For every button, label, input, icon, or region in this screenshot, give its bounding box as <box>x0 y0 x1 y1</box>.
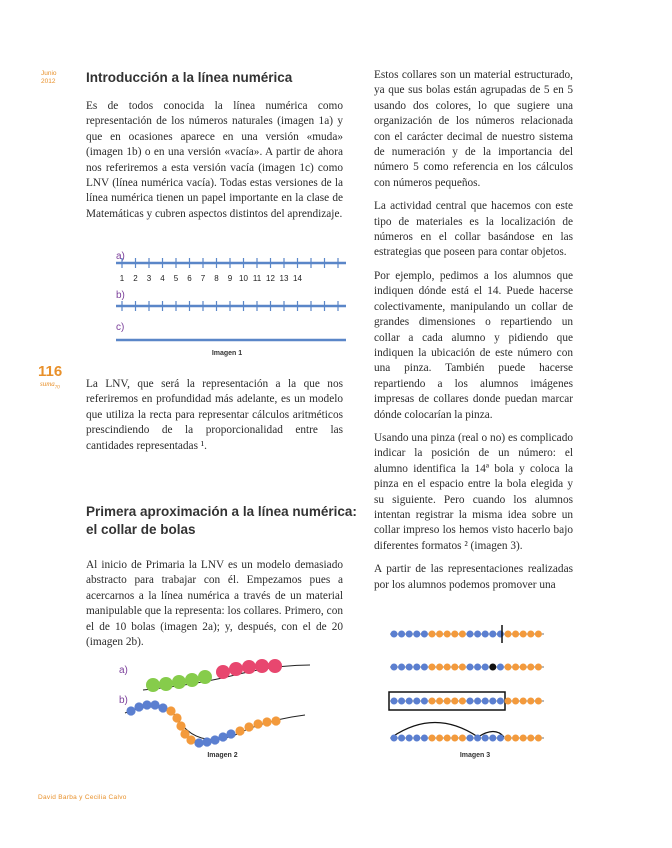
number-label: 1 <box>119 274 125 283</box>
bead <box>202 737 211 746</box>
left-paragraph-3: Al inicio de Primaria la LNV es un modelo demasiado abstracto para trabajar con él. Empezamos pues a acercarnos a la línea numérica a través de un material manipulable que la representa: los collares. Primero, con el de 10 bolas (imagen 2a); y, después, con el de 20 (imagen 2b). <box>86 559 343 649</box>
right-column-text <box>374 68 573 593</box>
bead <box>467 698 474 705</box>
bead <box>520 698 527 705</box>
bead <box>467 735 474 742</box>
number-labels-a <box>120 274 303 283</box>
bead <box>406 664 413 671</box>
bead <box>489 698 496 705</box>
label-1c: c) <box>116 322 125 333</box>
bead <box>146 678 160 692</box>
bead <box>527 631 534 638</box>
section-title-collar: Primera aproximación a la línea numérica: el collar de bolas <box>86 504 357 537</box>
bead <box>421 735 428 742</box>
journal-logo: suma$_{70}$ <box>40 380 60 391</box>
number-label: 14 <box>293 274 302 283</box>
bead <box>520 664 527 671</box>
bead <box>459 735 466 742</box>
arc-mark-1 <box>392 723 478 738</box>
bead <box>172 713 181 722</box>
right-paragraph-4: Usando una pinza (real o no) es complicado indicar la posición de un número: el alumno identifica la 14ª bola y coloca la pinza en el espacio entre la bola elegida y su siguiente. Pero cuando los alumnos intentan registrar la misma idea sobre un collar impreso los hemos visto hacerlo bajo diferentes formatos ² (imagen 3). <box>374 431 573 552</box>
bead <box>186 735 195 744</box>
bead <box>482 698 489 705</box>
bead <box>391 698 398 705</box>
bead <box>474 664 481 671</box>
bead <box>489 735 496 742</box>
bead <box>166 706 175 715</box>
bead <box>398 664 405 671</box>
bead <box>198 670 212 684</box>
bead <box>520 735 527 742</box>
necklace-row-4 <box>390 735 544 742</box>
bead <box>459 664 466 671</box>
bead <box>271 716 280 725</box>
bead <box>497 698 504 705</box>
image-1-caption: Imagen 1 <box>211 350 243 357</box>
bead <box>436 735 443 742</box>
bead <box>142 700 151 709</box>
bead <box>505 664 512 671</box>
bead <box>398 735 405 742</box>
bead <box>398 698 405 705</box>
number-label: 11 <box>252 274 262 283</box>
bead <box>406 698 413 705</box>
bead <box>527 698 534 705</box>
bead <box>451 698 458 705</box>
bead <box>413 631 420 638</box>
bead <box>126 706 135 715</box>
image-2-caption: Imagen 2 <box>207 752 238 759</box>
bead <box>194 738 203 747</box>
bead <box>474 631 481 638</box>
bead <box>436 664 443 671</box>
right-paragraph-5: A partir de las representaciones realizadas por los alumnos podemos promover una <box>374 563 573 591</box>
number-label: 13 <box>279 274 289 283</box>
bead <box>253 719 262 728</box>
label-2a: a) <box>119 665 128 676</box>
bead <box>429 698 436 705</box>
bead <box>482 664 489 671</box>
bead <box>226 729 235 738</box>
bead <box>535 664 542 671</box>
bead <box>520 631 527 638</box>
bead <box>421 698 428 705</box>
section-title-introduccion: Introducción a la línea numérica <box>86 70 293 85</box>
bead <box>421 664 428 671</box>
label-1b: b) <box>116 290 125 301</box>
number-label: 3 <box>146 274 152 283</box>
bead <box>406 735 413 742</box>
bead <box>451 631 458 638</box>
bead <box>242 660 256 674</box>
bead <box>535 631 542 638</box>
number-label: 5 <box>173 274 179 283</box>
bead <box>459 631 466 638</box>
bead <box>413 664 420 671</box>
bead <box>159 677 173 691</box>
bead <box>244 722 253 731</box>
bead <box>467 664 474 671</box>
number-label: 9 <box>227 274 233 283</box>
bead <box>255 659 269 673</box>
right-paragraph-2: La actividad central que hacemos con este tipo de materiales es la localización de números en el collar basándose en las estrategias que poseen para contar objetos. <box>374 200 573 259</box>
bead <box>489 664 496 671</box>
bead <box>467 631 474 638</box>
bead <box>216 665 230 679</box>
bead <box>391 735 398 742</box>
bead <box>482 631 489 638</box>
bead <box>444 664 451 671</box>
necklace-row-1 <box>390 631 544 638</box>
bead <box>474 698 481 705</box>
beads-2b <box>126 700 280 747</box>
page-number: 116 <box>38 363 63 380</box>
number-label: 10 <box>239 274 248 283</box>
bead <box>421 631 428 638</box>
bead <box>512 698 519 705</box>
bead <box>459 698 466 705</box>
number-label: 7 <box>200 274 206 283</box>
bead <box>262 717 271 726</box>
image-3-caption: Imagen 3 <box>459 752 491 759</box>
label-1a: a) <box>116 251 125 262</box>
right-paragraph-3: Por ejemplo, pedimos a los alumnos que indiquen dónde está el 14. Puede hacerse colectivamente, manipulando un collar de grandes dimensiones o repartiendo un collar a cada alumno y pidiendo que indiquen la ubicación de este número con una pinza. También puede hacerse repartiendo a los alumnos imágenes impresas de collares donde puedan marcar dónde colocarían la pinza. <box>374 269 573 421</box>
bead <box>489 631 496 638</box>
bead <box>505 735 512 742</box>
bead <box>444 631 451 638</box>
bead <box>497 631 504 638</box>
bead <box>176 721 185 730</box>
bead <box>398 631 405 638</box>
number-label: 6 <box>187 274 192 283</box>
bead <box>268 659 282 673</box>
number-label: 12 <box>266 274 275 283</box>
bead <box>235 726 244 735</box>
bead <box>505 698 512 705</box>
bead <box>512 664 519 671</box>
bead <box>429 631 436 638</box>
bead <box>391 664 398 671</box>
number-label: 4 <box>160 274 165 283</box>
bead <box>134 702 143 711</box>
bead <box>210 735 219 744</box>
image-1-number-lines <box>112 248 352 348</box>
bead <box>218 732 227 741</box>
bead <box>451 664 458 671</box>
bead <box>229 662 243 676</box>
bead <box>512 735 519 742</box>
number-label: 2 <box>133 274 138 283</box>
bead <box>172 675 186 689</box>
bead <box>512 631 519 638</box>
beads-2a <box>146 659 282 692</box>
bead <box>185 673 199 687</box>
label-2b: b) <box>119 695 128 706</box>
bead <box>451 735 458 742</box>
bead <box>535 735 542 742</box>
bead <box>505 631 512 638</box>
left-paragraph-2: La LNV, que será la representación a la que nos referiremos en profundidad más adelante, es un modelo que utiliza la recta para representar cálculos aritméticos prescindiendo de la proporcionalidad entre las cantidades representadas ¹. <box>86 378 343 452</box>
bead <box>527 735 534 742</box>
bead <box>436 698 443 705</box>
bead <box>436 631 443 638</box>
bead <box>391 631 398 638</box>
margin-date: Junio 2012 <box>41 70 57 85</box>
image-2-necklaces <box>115 655 345 750</box>
bead <box>413 698 420 705</box>
bead <box>527 664 534 671</box>
bead <box>429 735 436 742</box>
necklace-row-3 <box>390 698 544 705</box>
bead <box>497 735 504 742</box>
number-label: 8 <box>214 274 219 283</box>
bead <box>406 631 413 638</box>
footer-authors: David Barba y Cecilia Calvo <box>38 794 127 801</box>
left-paragraph-1: Es de todos conocida la línea numérica como representación de los números naturales (imagen 1a) y que en ocasiones aparece en una versión «muda» (imagen 1b) o en una versión «vacía». A partir de ahora nos referiremos a esta versión vacía (imagen 1c) como LNV (línea numérica vacía). Todas estas versiones de la línea numérica tienen un papel importante en la clase de Matemáticas y cubren aspectos distintos del aprendizaje. <box>86 100 343 220</box>
bead <box>413 735 420 742</box>
bead <box>474 735 481 742</box>
necklace-row-2 <box>390 664 544 671</box>
bead <box>444 735 451 742</box>
bead <box>444 698 451 705</box>
image-3-printed-necklaces <box>380 620 580 748</box>
bead <box>535 698 542 705</box>
bead <box>158 703 167 712</box>
right-paragraph-1: Estos collares son un material estructurado, ya que sus bolas están agrupadas de 5 en 5 usando dos colores, lo que sugiere una organización de los números relacionada con el carácter decimal de nuestro sistema de numeración y de la importancia del número 5 como referencia en los cálculos con números pequeños. <box>374 69 573 189</box>
bead <box>497 664 504 671</box>
bead <box>150 700 159 709</box>
bead <box>429 664 436 671</box>
bead <box>482 735 489 742</box>
